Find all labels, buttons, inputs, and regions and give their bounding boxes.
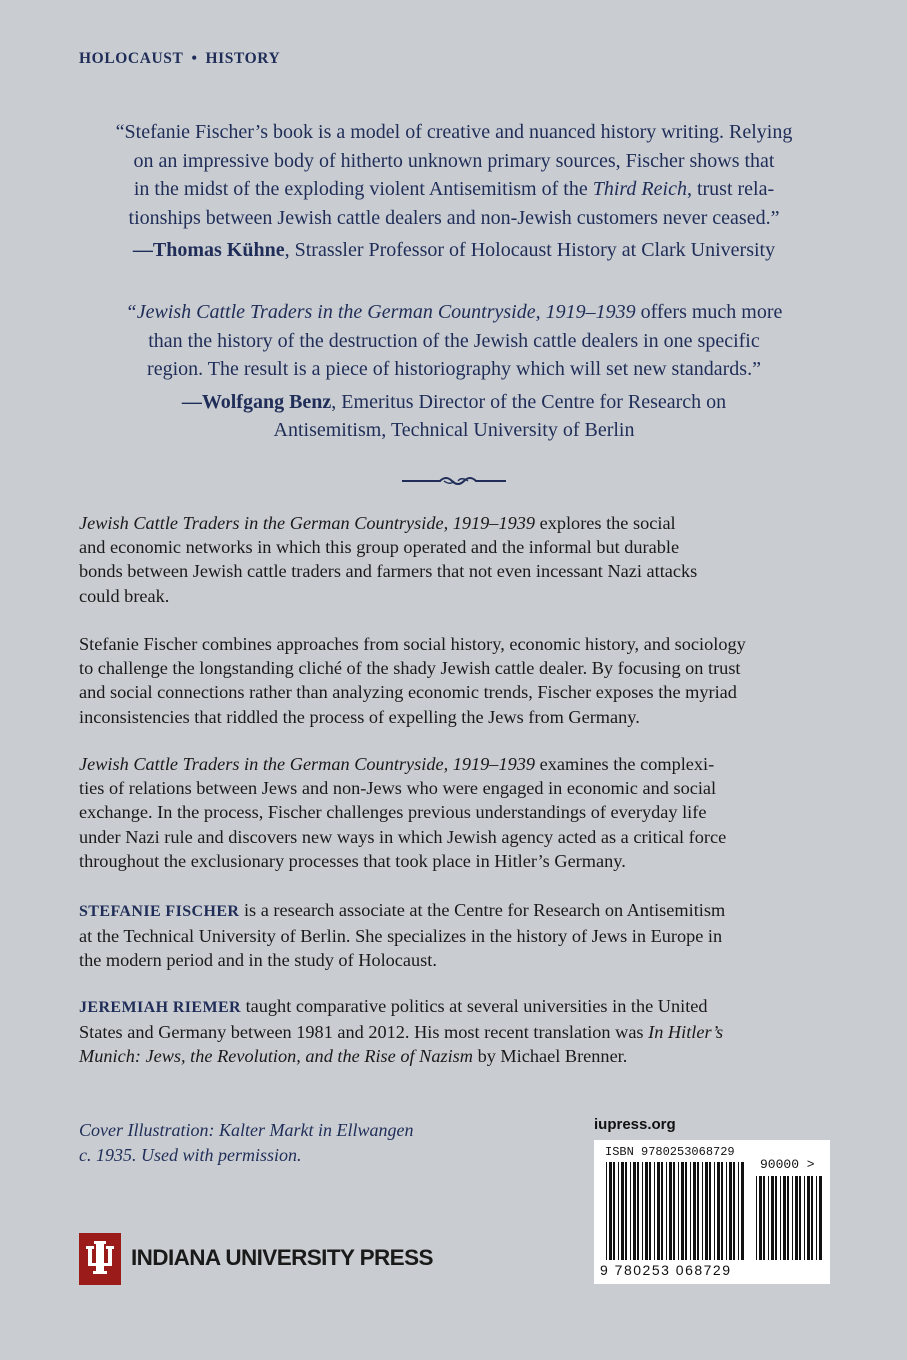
barcode-bar bbox=[633, 1162, 636, 1260]
quote-text: “Stefanie Fischer’s book is a model of creative and nuanced history writing. Relying bbox=[115, 121, 793, 143]
paragraph-text: is a research associate at the Centre for Research on Antisemitism bbox=[239, 900, 726, 920]
ornamental-divider bbox=[400, 474, 508, 488]
paragraph-line bbox=[79, 680, 831, 704]
paragraph-text: ties of relations between Jews and non-Jews who were engaged in economic and social bbox=[79, 778, 717, 799]
paragraph-line bbox=[79, 800, 831, 824]
barcode-bar bbox=[816, 1176, 817, 1260]
paragraph-line bbox=[79, 825, 831, 849]
paragraph-text: under Nazi rule and discovers new ways in which Jewish agency acted as a critical force bbox=[79, 826, 727, 847]
barcode-bar bbox=[741, 1162, 744, 1260]
paragraph-text: STEFANIE FISCHER bbox=[79, 903, 240, 920]
endorsement-quote-1 bbox=[62, 118, 846, 265]
barcode-bar bbox=[606, 1162, 607, 1260]
iu-trident-logo-icon bbox=[79, 1233, 121, 1285]
quote-text: “Jewish Cattle Traders in the German Countryside, 1919–1939 bbox=[125, 301, 636, 323]
quote-text: on an impressive body of hitherto unknown primary sources, Fischer shows that bbox=[133, 149, 775, 172]
paragraph-line bbox=[79, 656, 831, 680]
quote-line bbox=[62, 355, 846, 384]
barcode-bar bbox=[726, 1162, 727, 1260]
barcode-bar bbox=[717, 1162, 720, 1260]
paragraph-line bbox=[79, 535, 831, 559]
paragraph-text: In Hitler’s bbox=[648, 1022, 724, 1043]
description-paragraph-1 bbox=[79, 511, 831, 608]
cover-credit-line-1: Cover Illustration: Kalter Markt in Ellwangen bbox=[79, 1120, 414, 1140]
barcode-bar bbox=[768, 1176, 769, 1260]
quote-line bbox=[62, 175, 846, 204]
barcode-bar bbox=[702, 1162, 703, 1260]
ean-digits: 9 780253 068729 bbox=[600, 1262, 732, 1278]
isbn-label: ISBN 9780253068729 bbox=[605, 1145, 735, 1159]
paragraph-text: the modern period and in the study of Holocaust. bbox=[79, 950, 437, 971]
quote-attribution bbox=[62, 388, 846, 445]
barcode-bar bbox=[783, 1176, 786, 1260]
endorser-name: —Wolfgang Benz bbox=[181, 390, 332, 413]
cover-illustration-credit bbox=[79, 1118, 499, 1167]
paragraph-line bbox=[79, 924, 831, 948]
attribution-line bbox=[62, 416, 846, 445]
quote-text: , trust rela- bbox=[686, 178, 775, 200]
quote-text: offers much more bbox=[635, 301, 783, 323]
quote-line bbox=[62, 147, 846, 176]
barcode-bar bbox=[690, 1162, 691, 1260]
attribution-line bbox=[62, 236, 846, 265]
barcode-bar bbox=[759, 1176, 762, 1260]
barcode-bar bbox=[657, 1162, 660, 1260]
barcode-bar bbox=[787, 1176, 789, 1260]
barcode-bar bbox=[693, 1162, 696, 1260]
quote-line bbox=[62, 118, 846, 147]
attribution-line bbox=[62, 388, 846, 417]
subject-separator: • bbox=[191, 50, 198, 67]
barcode-bar bbox=[666, 1162, 667, 1260]
paragraph-line bbox=[79, 849, 831, 873]
barcode-bar bbox=[669, 1162, 672, 1260]
barcode-bar bbox=[709, 1162, 711, 1260]
paragraph-line bbox=[79, 994, 831, 1020]
price-code: 90000 > bbox=[760, 1157, 815, 1172]
paragraph-text: could break. bbox=[79, 585, 170, 606]
paragraph-text: Stefanie Fischer combines approaches from social history, economic history, and sociology bbox=[79, 634, 746, 654]
paragraph-text: Jewish Cattle Traders in the German Countryside, 1919–1939 bbox=[79, 513, 536, 533]
barcode-bar bbox=[678, 1162, 679, 1260]
endorser-name: —Thomas Kühne bbox=[132, 239, 285, 261]
barcode-bar bbox=[645, 1162, 648, 1260]
barcode-bar bbox=[705, 1162, 708, 1260]
translator-bio bbox=[79, 994, 831, 1069]
barcode-bar bbox=[618, 1162, 619, 1260]
quote-text: in the midst of the exploding violent Antisemitism of the bbox=[133, 178, 593, 200]
paragraph-text: by Michael Brenner. bbox=[473, 1046, 628, 1067]
barcode-bar bbox=[811, 1176, 813, 1260]
paragraph-line bbox=[79, 752, 831, 776]
paragraph-text: and economic networks in which this group operated and the informal but durable bbox=[79, 537, 680, 558]
paragraph-text: and social connections rather than analyzing economic trends, Fischer exposes the myriad bbox=[79, 682, 737, 703]
barcode-bar bbox=[637, 1162, 639, 1260]
paragraph-text: States and Germany between 1981 and 2012. His most recent translation was bbox=[79, 1022, 649, 1043]
paragraph-text: exchange. In the process, Fischer challenges previous understandings of everyday life bbox=[79, 802, 707, 823]
addon-barcode bbox=[756, 1176, 822, 1260]
quote-text: Third Reich bbox=[592, 178, 687, 200]
barcode-bar bbox=[697, 1162, 699, 1260]
quote-line bbox=[62, 298, 846, 327]
barcode-bar bbox=[733, 1162, 735, 1260]
paragraph-line bbox=[79, 559, 831, 583]
paragraph-line bbox=[79, 1044, 831, 1068]
paragraph-line bbox=[79, 948, 831, 972]
quote-text: tionships between Jewish cattle dealers and non-Jewish customers never ceased.” bbox=[128, 206, 780, 229]
paragraph-line bbox=[79, 632, 831, 656]
endorsement-quote-2 bbox=[62, 298, 846, 445]
barcode-bar bbox=[714, 1162, 715, 1260]
paragraph-text: examines the complexi- bbox=[535, 754, 715, 774]
quote-line bbox=[62, 204, 846, 233]
endorser-title: , Strassler Professor of Holocaust History at Clark University bbox=[284, 239, 776, 261]
barcode-bar bbox=[738, 1162, 739, 1260]
quote-text: than the history of the destruction of the Jewish cattle dealers in one specific bbox=[148, 329, 760, 352]
barcode-bar bbox=[625, 1162, 627, 1260]
barcode-bar bbox=[654, 1162, 655, 1260]
barcode-bar bbox=[673, 1162, 675, 1260]
barcode-bar bbox=[649, 1162, 651, 1260]
barcode-bar bbox=[775, 1176, 777, 1260]
subject-holocaust: HOLOCAUST bbox=[79, 50, 184, 67]
subject-history: HISTORY bbox=[205, 50, 281, 67]
barcode-bar bbox=[780, 1176, 781, 1260]
description-paragraph-3 bbox=[79, 752, 831, 873]
endorser-title: , Emeritus Director of the Centre for Research on bbox=[331, 390, 727, 413]
cover-credit-line-2: c. 1935. Used with permission. bbox=[79, 1144, 302, 1165]
barcode-bar bbox=[763, 1176, 765, 1260]
barcode-bar bbox=[771, 1176, 774, 1260]
barcode-bar bbox=[613, 1162, 615, 1260]
quote-attribution bbox=[62, 236, 846, 265]
author-bio bbox=[79, 898, 831, 973]
barcode-bar bbox=[795, 1176, 798, 1260]
barcode-bar bbox=[721, 1162, 723, 1260]
description-paragraph-2 bbox=[79, 632, 831, 729]
paragraph-line bbox=[79, 1020, 831, 1044]
paragraph-text: JEREMIAH RIEMER bbox=[79, 999, 242, 1016]
paragraph-line bbox=[79, 584, 831, 608]
barcode-bar bbox=[729, 1162, 732, 1260]
paragraph-line bbox=[79, 898, 831, 924]
barcode-bar bbox=[685, 1162, 687, 1260]
paragraph-text: explores the social bbox=[535, 513, 676, 533]
quote-line bbox=[62, 327, 846, 356]
paragraph-text: to challenge the longstanding cliché of the shady Jewish cattle dealer. By focusing on trust bbox=[79, 658, 741, 679]
paragraph-line bbox=[79, 776, 831, 800]
barcode-bar bbox=[819, 1176, 822, 1260]
publisher-name: INDIANA UNIVERSITY PRESS bbox=[131, 1245, 433, 1270]
barcode-bar bbox=[756, 1176, 757, 1260]
endorser-title: Antisemitism, Technical University of Berlin bbox=[273, 419, 635, 441]
paragraph-text: taught comparative politics at several universities in the United bbox=[241, 996, 708, 1016]
paragraph-text: throughout the exclusionary processes that took place in Hitler’s Germany. bbox=[79, 850, 626, 871]
barcode-bar bbox=[681, 1162, 684, 1260]
quote-text: region. The result is a piece of historiography which will set new standards.” bbox=[147, 358, 761, 380]
publisher-website[interactable]: iupress.org bbox=[594, 1116, 676, 1133]
barcode-bar bbox=[621, 1162, 624, 1260]
paragraph-text: inconsistencies that riddled the process of expelling the Jews from Germany. bbox=[79, 706, 640, 727]
paragraph-text: Munich: Jews, the Revolution, and the Rise of Nazism bbox=[79, 1046, 473, 1067]
paragraph-line bbox=[79, 705, 831, 729]
subject-categories bbox=[79, 50, 280, 68]
ean-barcode bbox=[606, 1162, 746, 1260]
paragraph-text: bonds between Jewish cattle traders and farmers that not even incessant Nazi attacks bbox=[79, 561, 698, 582]
paragraph-text: Jewish Cattle Traders in the German Countryside, 1919–1939 bbox=[79, 754, 536, 774]
barcode-bar bbox=[609, 1162, 612, 1260]
paragraph-text: at the Technical University of Berlin. She specializes in the history of Jews in Europe in bbox=[79, 926, 723, 947]
barcode-bar bbox=[792, 1176, 793, 1260]
barcode-bar bbox=[630, 1162, 631, 1260]
barcode-bar bbox=[661, 1162, 663, 1260]
barcode-bar bbox=[804, 1176, 805, 1260]
barcode-bar bbox=[799, 1176, 801, 1260]
barcode-bar bbox=[807, 1176, 810, 1260]
barcode-bar bbox=[642, 1162, 643, 1260]
paragraph-line bbox=[79, 511, 831, 535]
